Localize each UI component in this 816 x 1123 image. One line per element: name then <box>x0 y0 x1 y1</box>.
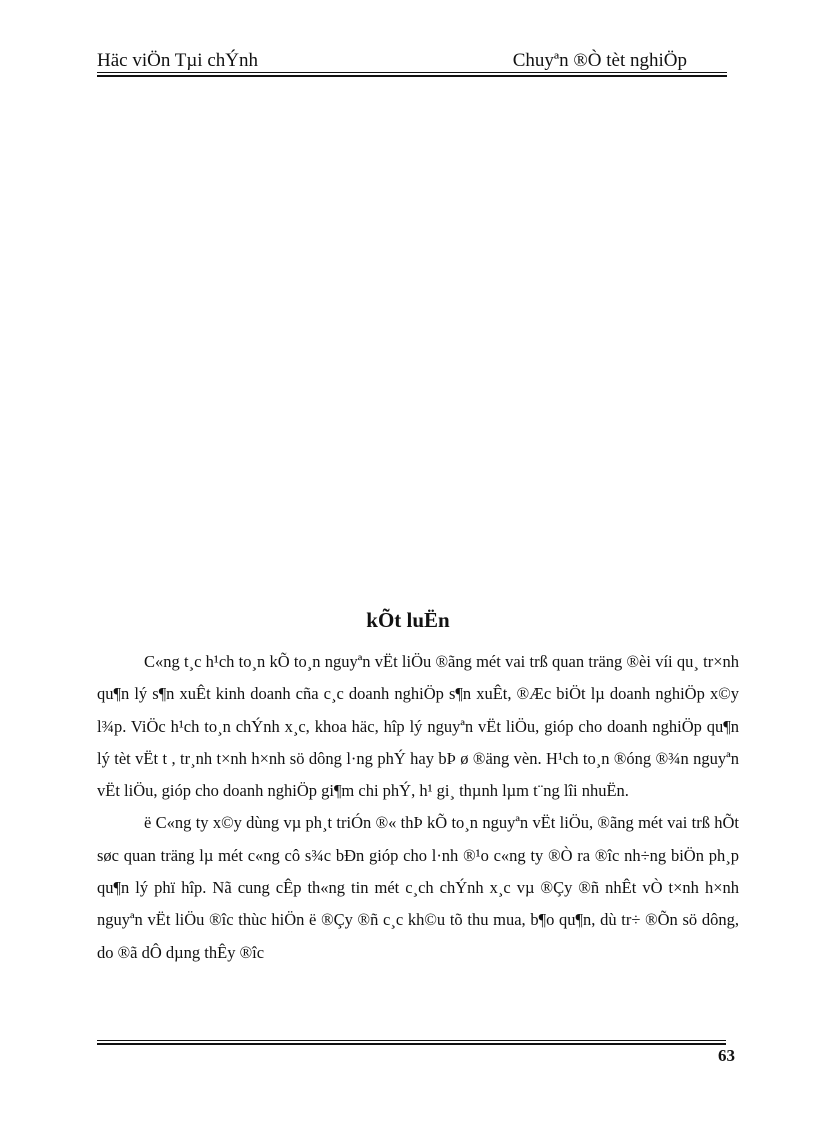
paragraph: ë C«ng ty x©y dùng vµ ph¸t triÓn ®« thÞ kÕ to¸n nguyªn vËt liÖu, ®ãng mét vai trß hÕt søc quan träng lµ mét c«ng cô s¾c bÐn gióp cho l·nh ®¹o c«ng ty ®Ò ra ®îc nh÷ng biÖn ph¸p qu¶n lý phï hîp. Nã cung cÊp th«ng tin mét c¸ch chÝnh x¸c vµ ®Çy ®ñ nhÊt vÒ t×nh h×nh nguyªn vËt liÖu ®îc thùc hiÖn ë ®Çy ®ñ c¸c kh©u tõ thu mua, b¶o qu¶n, dù tr÷ ®Õn sö dông, do ®ã dÔ dµng thÊy ®îc <box>97 813 739 962</box>
page-header <box>97 48 727 76</box>
header-rule <box>97 72 727 77</box>
header-document-type: Chuyªn ®Ò tèt nghiÖp <box>512 50 687 71</box>
body-text <box>97 646 739 969</box>
page-number: 63 <box>718 1046 735 1065</box>
paragraph: C«ng t¸c h¹ch to¸n kÕ to¸n nguyªn vËt liÖu ®ãng mét vai trß quan träng ®èi víi qu¸ tr×nh qu¶n lý s¶n xuÊt kinh doanh cña c¸c doanh nghiÖp s¶n xuÊt, ®Æc biÖt lµ doanh nghiÖp x©y l¾p. ViÖc h¹ch to¸n chÝnh x¸c, khoa häc, hîp lý nguyªn vËt liÖu, gióp cho doanh nghiÖp qu¶n lý tèt vËt t , tr¸nh t×nh h×nh sö dông l·ng phÝ hay bÞ ø ®äng vèn. H¹ch to¸n ®óng ®¾n nguyªn vËt liÖu, gióp cho doanh nghiÖp gi¶m chi phÝ, h¹ gi¸ thµnh lµm t¨ng lîi nhuËn. <box>97 652 739 801</box>
section-title: kÕt luËn <box>366 608 450 632</box>
footer-rule <box>97 1040 726 1045</box>
header-institution: Häc viÖn Tµi chÝnh <box>97 50 258 71</box>
